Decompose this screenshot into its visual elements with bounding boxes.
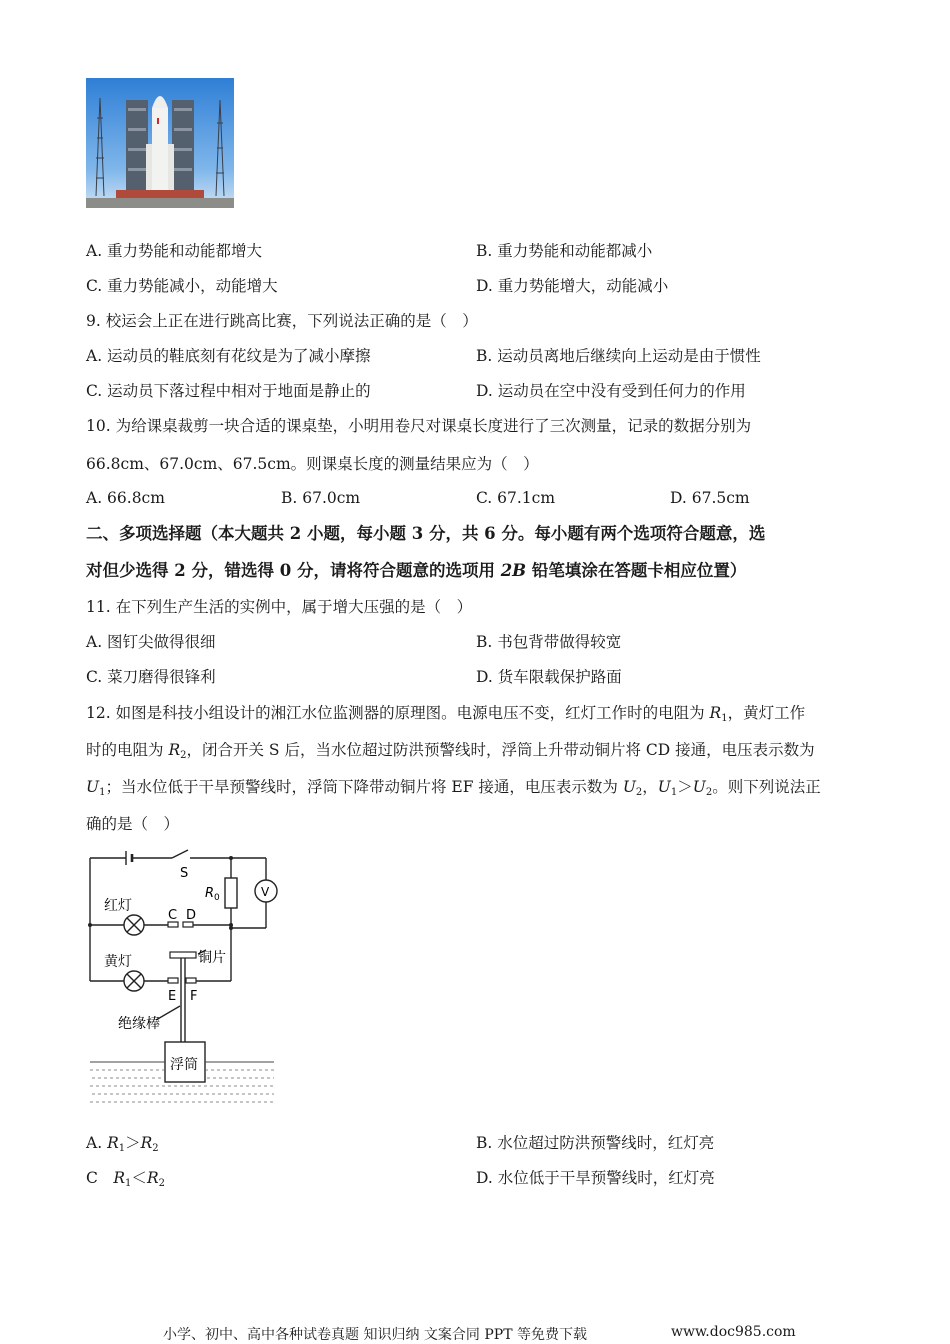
rocket-launch-photo [86,78,234,208]
q9-option-b: B. 运动员离地后继续向上运动是由于惯性 [476,347,761,365]
contact-c-label: C [168,908,178,923]
float-label: 浮筒 [170,1057,198,1073]
q8-option-b: B. 重力势能和动能都减小 [476,242,653,260]
contact-e-label: E [168,989,177,1004]
q11-option-a: A. 图钉尖做得很细 [86,633,216,651]
copper-label: 铜片 [198,950,226,966]
q9-option-c: C. 运动员下落过程中相对于地面是静止的 [86,382,371,400]
q12-option-a: A. $R_1>R_2$ [86,1134,159,1154]
q10-option-c: C. 67.1cm [476,489,556,507]
q11-stem: 11. 在下列生产生活的实例中，属于增大压强的是（ ） [86,598,473,616]
q10-option-d: D. 67.5cm [670,489,750,507]
q9-option-a: A. 运动员的鞋底刻有花纹是为了减小摩擦 [86,347,371,365]
q10-option-a: A. 66.8cm [86,489,165,507]
red-lamp-label: 红灯 [104,898,132,914]
contact-f-label: F [190,989,198,1004]
q11-option-b: B. 书包背带做得较宽 [476,633,622,651]
q11-option-c: C. 菜刀磨得很锋利 [86,668,216,686]
q12-stem-line2: 时的电阻为 $R_2$，闭合开关 S 后，当水位超过防洪预警线时，浮筒上升带动铜片将 CD 接通，电压表示数为 [86,741,815,761]
q12-stem-line4: 确的是（ ） [86,815,180,833]
q10-option-b: B. 67.0cm [281,489,361,507]
q10-stem-line1: 10. 为给课桌裁剪一块合适的课桌垫，小明用卷尺对课桌长度进行了三次测量，记录的数据分别为 [86,417,752,435]
q12-stem-line3: $U_1$；当水位低于干旱预警线时，浮筒下降带动铜片将 EF 接通，电压表示数为 $U_2$，$U_1>U_2$。则下列说法正 [86,778,821,798]
water-level-circuit-diagram [86,842,278,1110]
q10-stem-line2: 66.8cm、67.0cm、67.5cm。则课桌长度的测量结果应为（ ） [86,455,539,473]
q12-stem-line1: 12. 如图是科技小组设计的湘江水位监测器的原理图。电源电压不变，红灯工作时的电阻为 $R_1$，黄灯工作 [86,704,806,724]
q9-option-d: D. 运动员在空中没有受到任何力的作用 [476,382,746,400]
section2-heading-line1: 二、多项选择题（本大题共 2 小题，每小题 3 分，共 6 分。每小题有两个选项符合题意，选 [86,524,766,543]
q12-option-d: D. 水位低于干旱预警线时，红灯亮 [476,1169,715,1187]
q11-option-d: D. 货车限载保护路面 [476,668,622,686]
q12-option-b: B. 水位超过防洪预警线时，红灯亮 [476,1134,715,1152]
switch-label: S [180,866,189,881]
r0-label: $R_0$ [205,886,220,903]
section2-heading-line2: 对但少选得 2 分，错选得 0 分，请将符合题意的选项用 2B 铅笔填涂在答题卡相应位置） [86,561,747,580]
q8-option-a: A. 重力势能和动能都增大 [86,242,263,260]
insulating-rod-label: 绝缘棒 [118,1016,160,1032]
contact-d-label: D [186,908,197,923]
q8-option-c: C. 重力势能减小，动能增大 [86,277,278,295]
footer-url[interactable]: www.doc985.com [671,1324,796,1340]
q8-option-d: D. 重力势能增大，动能减小 [476,277,669,295]
yellow-lamp-label: 黄灯 [104,954,132,970]
voltmeter-label: V [261,885,270,899]
q12-option-c: C $R_1<R_2$ [86,1169,165,1189]
q9-stem: 9. 校运会上正在进行跳高比赛，下列说法正确的是（ ） [86,312,478,330]
footer-text: 小学、初中、高中各种试卷真题 知识归纳 文案合同 PPT 等免费下载 [163,1327,587,1343]
